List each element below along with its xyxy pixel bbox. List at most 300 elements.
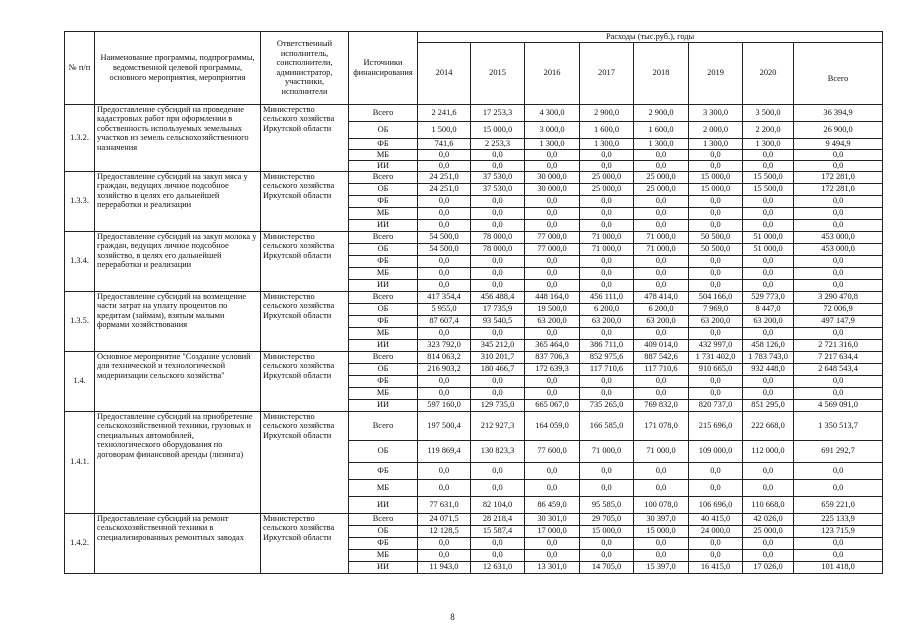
year-value: 386 711,0 xyxy=(580,339,634,351)
year-value: 15 000,0 xyxy=(689,171,743,183)
year-value: 8 447,0 xyxy=(743,303,794,315)
funding-source: МБ xyxy=(349,267,418,279)
year-value: 0,0 xyxy=(471,387,525,399)
total-value: 0,0 xyxy=(794,549,883,561)
year-value: 15 500,0 xyxy=(743,183,794,195)
funding-source: ИИ xyxy=(349,561,418,573)
year-value: 15 397,0 xyxy=(634,561,689,573)
year-value: 14 705,0 xyxy=(580,561,634,573)
year-value: 1 731 402,0 xyxy=(689,351,743,363)
total-value: 2 721 316,0 xyxy=(794,339,883,351)
year-value: 42 026,0 xyxy=(743,513,794,525)
funding-source: МБ xyxy=(349,549,418,561)
year-value: 100 078,0 xyxy=(634,496,689,513)
year-value: 0,0 xyxy=(743,160,794,171)
year-value: 0,0 xyxy=(743,387,794,399)
year-value: 448 164,0 xyxy=(525,291,580,303)
year-value: 24 000,0 xyxy=(689,525,743,537)
funding-source: МБ xyxy=(349,149,418,160)
year-value: 1 300,0 xyxy=(743,138,794,149)
funding-source: ФБ xyxy=(349,462,418,479)
year-value: 0,0 xyxy=(634,537,689,549)
funding-source: ФБ xyxy=(349,138,418,149)
year-value: 1 500,0 xyxy=(418,121,471,138)
header-year: 2015 xyxy=(471,42,525,104)
year-value: 30 000,0 xyxy=(525,183,580,195)
year-value: 0,0 xyxy=(580,195,634,207)
year-value: 2 200,0 xyxy=(743,121,794,138)
row-index: 1.4.1. xyxy=(65,411,95,513)
year-value: 0,0 xyxy=(418,255,471,267)
year-value: 0,0 xyxy=(689,279,743,291)
year-value: 0,0 xyxy=(471,160,525,171)
page-number: 8 xyxy=(450,612,455,622)
year-value: 130 823,3 xyxy=(471,440,525,462)
measure-name: Предоставление субсидий на возмещение части затрат на уплату процентов по кредитам (займам), взятым малыми формами хозяйствования xyxy=(95,291,261,351)
year-value: 63 200,0 xyxy=(743,315,794,327)
year-value: 0,0 xyxy=(743,255,794,267)
year-value: 25 000,0 xyxy=(743,525,794,537)
year-value: 0,0 xyxy=(580,267,634,279)
year-value: 0,0 xyxy=(689,149,743,160)
responsible-executor: Министерство сельского хозяйства Иркутской области xyxy=(261,171,349,231)
year-value: 110 668,0 xyxy=(743,496,794,513)
year-value: 0,0 xyxy=(580,462,634,479)
year-value: 456 111,0 xyxy=(580,291,634,303)
header-name: Наименование программы, подпрограммы, ведомственной целевой программы, основного мероприятия, мероприятия xyxy=(95,32,261,105)
total-value: 0,0 xyxy=(794,537,883,549)
year-value: 215 696,0 xyxy=(689,411,743,440)
year-value: 24 071,5 xyxy=(418,513,471,525)
year-value: 0,0 xyxy=(689,207,743,219)
year-value: 11 943,0 xyxy=(418,561,471,573)
table-row xyxy=(65,231,883,243)
year-value: 71 000,0 xyxy=(634,243,689,255)
year-value: 0,0 xyxy=(525,160,580,171)
total-value: 9 494,9 xyxy=(794,138,883,149)
funding-source: Всего xyxy=(349,104,418,121)
year-value: 29 705,0 xyxy=(580,513,634,525)
year-value: 222 668,0 xyxy=(743,411,794,440)
funding-source: ИИ xyxy=(349,219,418,231)
responsible-executor: Министерство сельского хозяйства Иркутской области xyxy=(261,513,349,573)
year-value: 50 500,0 xyxy=(689,231,743,243)
responsible-executor: Министерство сельского хозяйства Иркутской области xyxy=(261,351,349,411)
year-value: 1 300,0 xyxy=(634,138,689,149)
total-value: 172 281,0 xyxy=(794,183,883,195)
year-value: 54 500,0 xyxy=(418,231,471,243)
year-value: 0,0 xyxy=(471,279,525,291)
funding-source: ИИ xyxy=(349,279,418,291)
funding-source: ОБ xyxy=(349,363,418,375)
total-value: 453 000,0 xyxy=(794,243,883,255)
year-value: 852 975,6 xyxy=(580,351,634,363)
funding-source: ФБ xyxy=(349,195,418,207)
table-row xyxy=(65,513,883,525)
year-value: 0,0 xyxy=(525,375,580,387)
year-value: 0,0 xyxy=(525,549,580,561)
header-year: 2019 xyxy=(689,42,743,104)
year-value: 54 500,0 xyxy=(418,243,471,255)
year-value: 0,0 xyxy=(418,537,471,549)
header-source: Источники финансирования xyxy=(349,32,418,105)
year-value: 417 354,4 xyxy=(418,291,471,303)
year-value: 12 631,0 xyxy=(471,561,525,573)
row-index: 1.3.3. xyxy=(65,171,95,231)
year-value: 0,0 xyxy=(634,207,689,219)
year-value: 63 200,0 xyxy=(689,315,743,327)
year-value: 164 059,0 xyxy=(525,411,580,440)
year-value: 0,0 xyxy=(580,327,634,339)
year-value: 0,0 xyxy=(634,375,689,387)
year-value: 323 792,0 xyxy=(418,339,471,351)
year-value: 0,0 xyxy=(471,195,525,207)
row-index: 1.4. xyxy=(65,351,95,411)
year-value: 25 000,0 xyxy=(634,183,689,195)
year-value: 0,0 xyxy=(634,149,689,160)
funding-source: Всего xyxy=(349,171,418,183)
year-value: 0,0 xyxy=(743,462,794,479)
year-value: 0,0 xyxy=(580,479,634,496)
year-value: 24 251,0 xyxy=(418,183,471,195)
table-header xyxy=(65,32,883,105)
year-value: 851 295,0 xyxy=(743,399,794,411)
year-value: 0,0 xyxy=(689,462,743,479)
funding-source: Всего xyxy=(349,513,418,525)
table-row xyxy=(65,171,883,183)
row-index: 1.3.5. xyxy=(65,291,95,351)
year-value: 172 639,3 xyxy=(525,363,580,375)
year-value: 0,0 xyxy=(471,207,525,219)
year-value: 0,0 xyxy=(743,479,794,496)
year-value: 814 063,2 xyxy=(418,351,471,363)
year-value: 0,0 xyxy=(634,195,689,207)
year-value: 0,0 xyxy=(418,207,471,219)
year-value: 1 600,0 xyxy=(580,121,634,138)
year-value: 16 415,0 xyxy=(689,561,743,573)
table-body xyxy=(65,104,883,573)
year-value: 30 397,0 xyxy=(634,513,689,525)
year-value: 50 500,0 xyxy=(689,243,743,255)
year-value: 345 212,0 xyxy=(471,339,525,351)
year-value: 0,0 xyxy=(743,375,794,387)
year-value: 0,0 xyxy=(471,549,525,561)
year-value: 0,0 xyxy=(580,387,634,399)
header-total: Всего xyxy=(794,42,883,104)
total-value: 0,0 xyxy=(794,327,883,339)
year-value: 77 000,0 xyxy=(525,231,580,243)
year-value: 0,0 xyxy=(471,375,525,387)
year-value: 129 735,0 xyxy=(471,399,525,411)
total-value: 0,0 xyxy=(794,195,883,207)
year-value: 0,0 xyxy=(580,219,634,231)
year-value: 0,0 xyxy=(689,160,743,171)
year-value: 0,0 xyxy=(634,279,689,291)
funding-source: МБ xyxy=(349,479,418,496)
row-index: 1.3.4. xyxy=(65,231,95,291)
year-value: 17 026,0 xyxy=(743,561,794,573)
year-value: 0,0 xyxy=(634,327,689,339)
year-value: 0,0 xyxy=(418,160,471,171)
funding-source: ОБ xyxy=(349,183,418,195)
header-year: 2014 xyxy=(418,42,471,104)
total-value: 172 281,0 xyxy=(794,171,883,183)
year-value: 119 869,4 xyxy=(418,440,471,462)
year-value: 432 997,0 xyxy=(689,339,743,351)
year-value: 529 773,0 xyxy=(743,291,794,303)
funding-source: Всего xyxy=(349,351,418,363)
year-value: 0,0 xyxy=(689,195,743,207)
year-value: 37 530,0 xyxy=(471,171,525,183)
year-value: 2 253,3 xyxy=(471,138,525,149)
year-value: 77 631,0 xyxy=(418,496,471,513)
year-value: 0,0 xyxy=(634,479,689,496)
year-value: 25 000,0 xyxy=(634,171,689,183)
year-value: 1 783 743,0 xyxy=(743,351,794,363)
year-value: 117 710,6 xyxy=(634,363,689,375)
responsible-executor: Министерство сельского хозяйства Иркутской области xyxy=(261,231,349,291)
year-value: 0,0 xyxy=(525,537,580,549)
table-row xyxy=(65,291,883,303)
year-value: 0,0 xyxy=(525,387,580,399)
year-value: 0,0 xyxy=(525,479,580,496)
year-value: 15 587,4 xyxy=(471,525,525,537)
year-value: 0,0 xyxy=(525,327,580,339)
year-value: 3 500,0 xyxy=(743,104,794,121)
year-value: 0,0 xyxy=(580,207,634,219)
year-value: 197 500,4 xyxy=(418,411,471,440)
year-value: 106 696,0 xyxy=(689,496,743,513)
funding-source: МБ xyxy=(349,207,418,219)
responsible-executor: Министерство сельского хозяйства Иркутской области xyxy=(261,291,349,351)
year-value: 71 000,0 xyxy=(634,440,689,462)
total-value: 453 000,0 xyxy=(794,231,883,243)
year-value: 0,0 xyxy=(689,375,743,387)
total-value: 497 147,9 xyxy=(794,315,883,327)
year-value: 63 200,0 xyxy=(634,315,689,327)
total-value: 0,0 xyxy=(794,207,883,219)
year-value: 71 000,0 xyxy=(580,231,634,243)
year-value: 2 000,0 xyxy=(689,121,743,138)
funding-source: ФБ xyxy=(349,375,418,387)
year-value: 0,0 xyxy=(525,462,580,479)
year-value: 86 459,0 xyxy=(525,496,580,513)
year-value: 13 301,0 xyxy=(525,561,580,573)
year-value: 78 000,0 xyxy=(471,231,525,243)
year-value: 0,0 xyxy=(743,537,794,549)
total-value: 0,0 xyxy=(794,219,883,231)
funding-source: ИИ xyxy=(349,496,418,513)
responsible-executor: Министерство сельского хозяйства Иркутской области xyxy=(261,411,349,513)
year-value: 109 000,0 xyxy=(689,440,743,462)
total-value: 0,0 xyxy=(794,149,883,160)
total-value: 0,0 xyxy=(794,279,883,291)
year-value: 458 126,0 xyxy=(743,339,794,351)
total-value: 3 290 470,8 xyxy=(794,291,883,303)
year-value: 0,0 xyxy=(418,549,471,561)
year-value: 24 251,0 xyxy=(418,171,471,183)
year-value: 0,0 xyxy=(743,327,794,339)
year-value: 1 300,0 xyxy=(689,138,743,149)
year-value: 0,0 xyxy=(418,149,471,160)
year-value: 19 500,0 xyxy=(525,303,580,315)
year-value: 5 955,0 xyxy=(418,303,471,315)
year-value: 0,0 xyxy=(743,267,794,279)
year-value: 1 600,0 xyxy=(634,121,689,138)
year-value: 0,0 xyxy=(418,279,471,291)
total-value: 0,0 xyxy=(794,462,883,479)
year-value: 78 000,0 xyxy=(471,243,525,255)
total-value: 0,0 xyxy=(794,375,883,387)
year-value: 0,0 xyxy=(471,462,525,479)
year-value: 0,0 xyxy=(689,537,743,549)
header-year: 2020 xyxy=(743,42,794,104)
year-value: 171 078,0 xyxy=(634,411,689,440)
year-value: 25 000,0 xyxy=(580,171,634,183)
year-value: 40 415,0 xyxy=(689,513,743,525)
total-value: 7 217 634,4 xyxy=(794,351,883,363)
year-value: 310 201,7 xyxy=(471,351,525,363)
year-value: 597 160,0 xyxy=(418,399,471,411)
year-value: 0,0 xyxy=(471,219,525,231)
funding-source: ОБ xyxy=(349,243,418,255)
year-value: 71 000,0 xyxy=(634,231,689,243)
year-value: 0,0 xyxy=(689,267,743,279)
total-value: 0,0 xyxy=(794,267,883,279)
funding-source: ФБ xyxy=(349,315,418,327)
total-value: 0,0 xyxy=(794,160,883,171)
year-value: 63 200,0 xyxy=(525,315,580,327)
year-value: 25 000,0 xyxy=(580,183,634,195)
year-value: 0,0 xyxy=(634,255,689,267)
year-value: 15 000,0 xyxy=(580,525,634,537)
row-index: 1.4.2. xyxy=(65,513,95,573)
total-value: 36 394,9 xyxy=(794,104,883,121)
header-expenses: Расходы (тыс.руб.), годы xyxy=(418,32,883,43)
year-value: 887 542,6 xyxy=(634,351,689,363)
year-value: 212 927,3 xyxy=(471,411,525,440)
total-value: 691 292,7 xyxy=(794,440,883,462)
total-value: 4 569 091,0 xyxy=(794,399,883,411)
year-value: 0,0 xyxy=(525,219,580,231)
year-value: 0,0 xyxy=(471,479,525,496)
year-value: 0,0 xyxy=(689,219,743,231)
year-value: 0,0 xyxy=(471,537,525,549)
total-value: 1 350 513,7 xyxy=(794,411,883,440)
year-value: 0,0 xyxy=(743,549,794,561)
year-value: 769 832,0 xyxy=(634,399,689,411)
year-value: 820 737,0 xyxy=(689,399,743,411)
header-responsible: Ответственный исполнитель, соисполнители, администратор, участники, исполнители xyxy=(261,32,349,105)
year-value: 0,0 xyxy=(418,195,471,207)
measure-name: Предоставление субсидий на приобретение сельскохозяйственной техники, грузовых и специальных автомобилей, технологического оборудования по договорам финансовой аренды (лизинга) xyxy=(95,411,261,513)
year-value: 6 200,0 xyxy=(580,303,634,315)
year-value: 71 000,0 xyxy=(580,243,634,255)
year-value: 0,0 xyxy=(634,549,689,561)
funding-source: ИИ xyxy=(349,399,418,411)
funding-source: МБ xyxy=(349,327,418,339)
year-value: 17 000,0 xyxy=(525,525,580,537)
year-value: 0,0 xyxy=(634,160,689,171)
year-value: 51 000,0 xyxy=(743,231,794,243)
funding-source: ОБ xyxy=(349,440,418,462)
year-value: 95 585,0 xyxy=(580,496,634,513)
year-value: 932 448,0 xyxy=(743,363,794,375)
year-value: 71 000,0 xyxy=(580,440,634,462)
year-value: 0,0 xyxy=(471,327,525,339)
year-value: 0,0 xyxy=(689,479,743,496)
funding-source: ИИ xyxy=(349,160,418,171)
total-value: 26 900,0 xyxy=(794,121,883,138)
year-value: 2 900,0 xyxy=(634,104,689,121)
year-value: 30 301,0 xyxy=(525,513,580,525)
year-value: 0,0 xyxy=(525,255,580,267)
year-value: 17 735,9 xyxy=(471,303,525,315)
year-value: 63 200,0 xyxy=(580,315,634,327)
table-row xyxy=(65,411,883,440)
year-value: 456 488,4 xyxy=(471,291,525,303)
year-value: 93 540,5 xyxy=(471,315,525,327)
year-value: 166 585,0 xyxy=(580,411,634,440)
year-value: 112 000,0 xyxy=(743,440,794,462)
header-year: 2016 xyxy=(525,42,580,104)
measure-name: Основное мероприятие "Создание условий для технической и технологической модернизации сельского хозяйства" xyxy=(95,351,261,411)
funding-source: ИИ xyxy=(349,339,418,351)
funding-source: ФБ xyxy=(349,255,418,267)
year-value: 0,0 xyxy=(580,375,634,387)
year-value: 0,0 xyxy=(743,279,794,291)
year-value: 0,0 xyxy=(743,195,794,207)
year-value: 0,0 xyxy=(525,207,580,219)
measure-name: Предоставление субсидий на закуп мяса у граждан, ведущих личное подсобное хозяйство в целях его дальнейшей переработки и реализации xyxy=(95,171,261,231)
year-value: 0,0 xyxy=(743,149,794,160)
year-value: 51 000,0 xyxy=(743,243,794,255)
year-value: 0,0 xyxy=(525,267,580,279)
year-value: 837 706,3 xyxy=(525,351,580,363)
year-value: 0,0 xyxy=(580,160,634,171)
year-value: 0,0 xyxy=(634,267,689,279)
funding-source: Всего xyxy=(349,291,418,303)
year-value: 216 903,2 xyxy=(418,363,471,375)
year-value: 0,0 xyxy=(580,549,634,561)
funding-source: ОБ xyxy=(349,303,418,315)
measure-name: Предоставление субсидий на закуп молока у граждан, ведущих личное подсобное хозяйство, в целях его дальнейшей переработки и реализации xyxy=(95,231,261,291)
funding-source: Всего xyxy=(349,411,418,440)
year-value: 87 607,4 xyxy=(418,315,471,327)
year-value: 0,0 xyxy=(634,462,689,479)
year-value: 0,0 xyxy=(525,195,580,207)
year-value: 82 104,0 xyxy=(471,496,525,513)
total-value: 0,0 xyxy=(794,387,883,399)
year-value: 4 300,0 xyxy=(525,104,580,121)
year-value: 37 530,0 xyxy=(471,183,525,195)
year-value: 735 265,0 xyxy=(580,399,634,411)
year-value: 7 969,0 xyxy=(689,303,743,315)
budget-table xyxy=(64,31,883,574)
measure-name: Предоставление субсидий на проведение кадастровых работ при оформлении в собственность используемых земельных участков из земель сельскохозяйственного назначения xyxy=(95,104,261,171)
year-value: 0,0 xyxy=(689,387,743,399)
year-value: 0,0 xyxy=(580,537,634,549)
year-value: 0,0 xyxy=(689,327,743,339)
funding-source: ФБ xyxy=(349,537,418,549)
year-value: 15 000,0 xyxy=(471,121,525,138)
total-value: 101 418,0 xyxy=(794,561,883,573)
year-value: 0,0 xyxy=(580,279,634,291)
funding-source: Всего xyxy=(349,231,418,243)
year-value: 17 253,3 xyxy=(471,104,525,121)
year-value: 665 067,0 xyxy=(525,399,580,411)
year-value: 0,0 xyxy=(580,149,634,160)
